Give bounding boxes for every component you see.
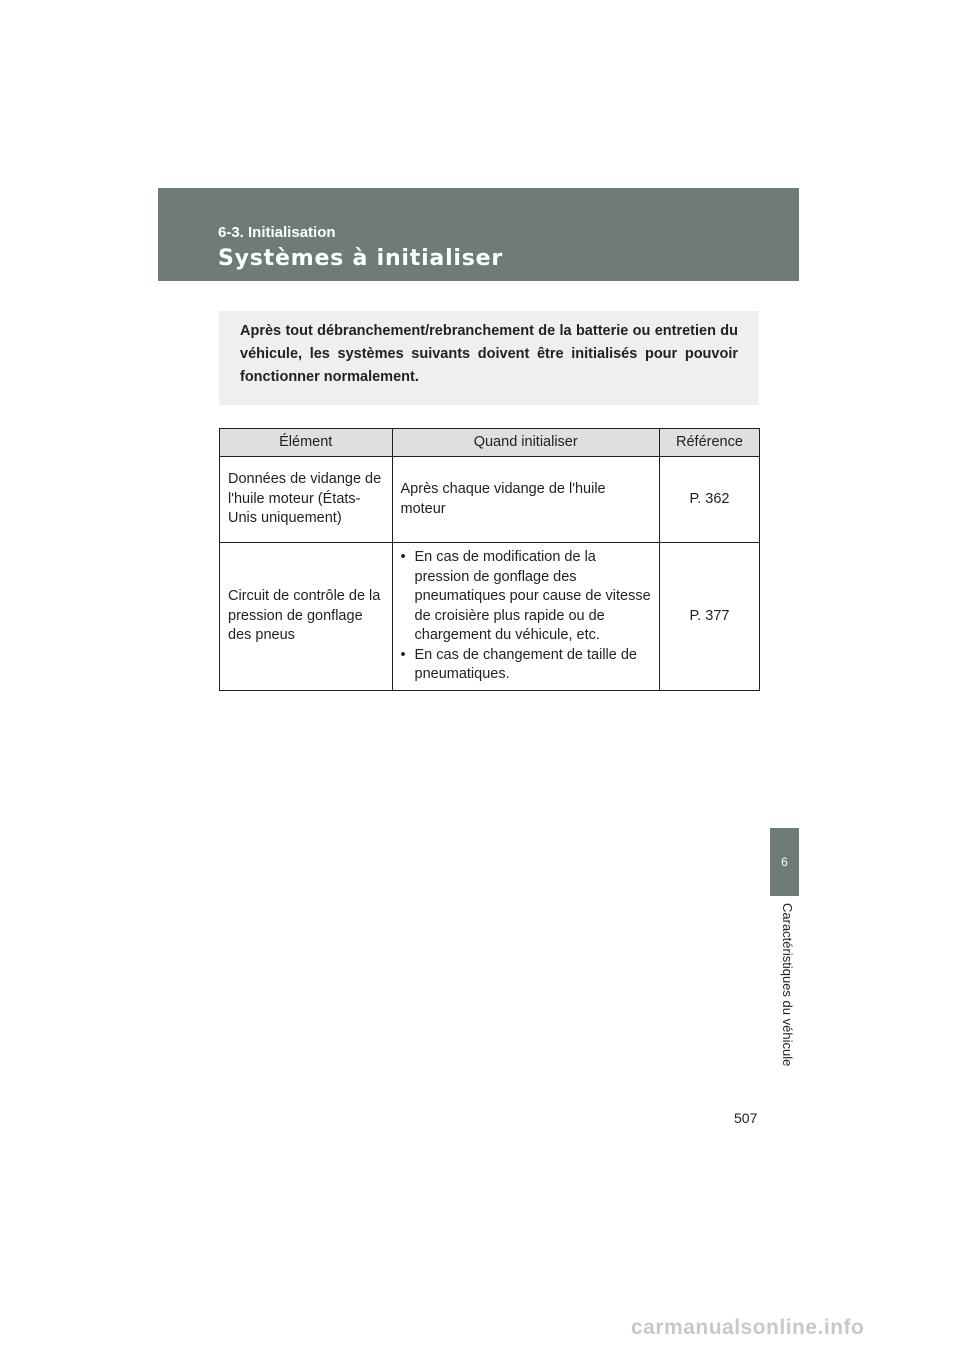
section-label: 6-3. Initialisation bbox=[218, 224, 336, 241]
column-header-when: Quand initialiser bbox=[392, 429, 659, 457]
table-header-row bbox=[220, 429, 760, 457]
table-row bbox=[220, 543, 760, 691]
table-row bbox=[220, 457, 760, 543]
initialization-table bbox=[219, 428, 760, 691]
chapter-title: Caractéristiques du véhicule bbox=[780, 903, 795, 1067]
chapter-tab bbox=[770, 828, 799, 896]
reference-cell: P. 377 bbox=[659, 543, 759, 691]
list-item: • En cas de changement de taille de pneumatiques. bbox=[401, 646, 651, 685]
element-cell: Circuit de contrôle de la pression de gonflage des pneus bbox=[220, 543, 393, 691]
page-number: 507 bbox=[734, 1110, 758, 1126]
column-header-reference: Référence bbox=[659, 429, 759, 457]
reference-cell: P. 362 bbox=[659, 457, 759, 543]
page-title: Systèmes à initialiser bbox=[218, 246, 504, 271]
when-cell: Après chaque vidange de l'huile moteur bbox=[392, 457, 659, 543]
column-header-element: Élément bbox=[220, 429, 393, 457]
chapter-number: 6 bbox=[781, 855, 788, 869]
list-item: • En cas de modification de la pression de gonflage des pneumatiques pour cause de vitesse de croisière plus rapide ou de chargement du véhicule, etc. bbox=[401, 548, 651, 646]
watermark: carmanualsonline.info bbox=[631, 1316, 865, 1339]
intro-text: Après tout débranchement/rebranchement de la batterie ou entretien du véhicule, les systèmes suivants doivent être initialisés pour pouvoir fonctionner normalement. bbox=[240, 323, 738, 385]
element-cell: Données de vidange de l'huile moteur (États-Unis uniquement) bbox=[220, 457, 393, 543]
header-band bbox=[158, 188, 799, 281]
when-list bbox=[401, 548, 651, 685]
when-cell bbox=[392, 543, 659, 691]
intro-box bbox=[219, 311, 759, 405]
